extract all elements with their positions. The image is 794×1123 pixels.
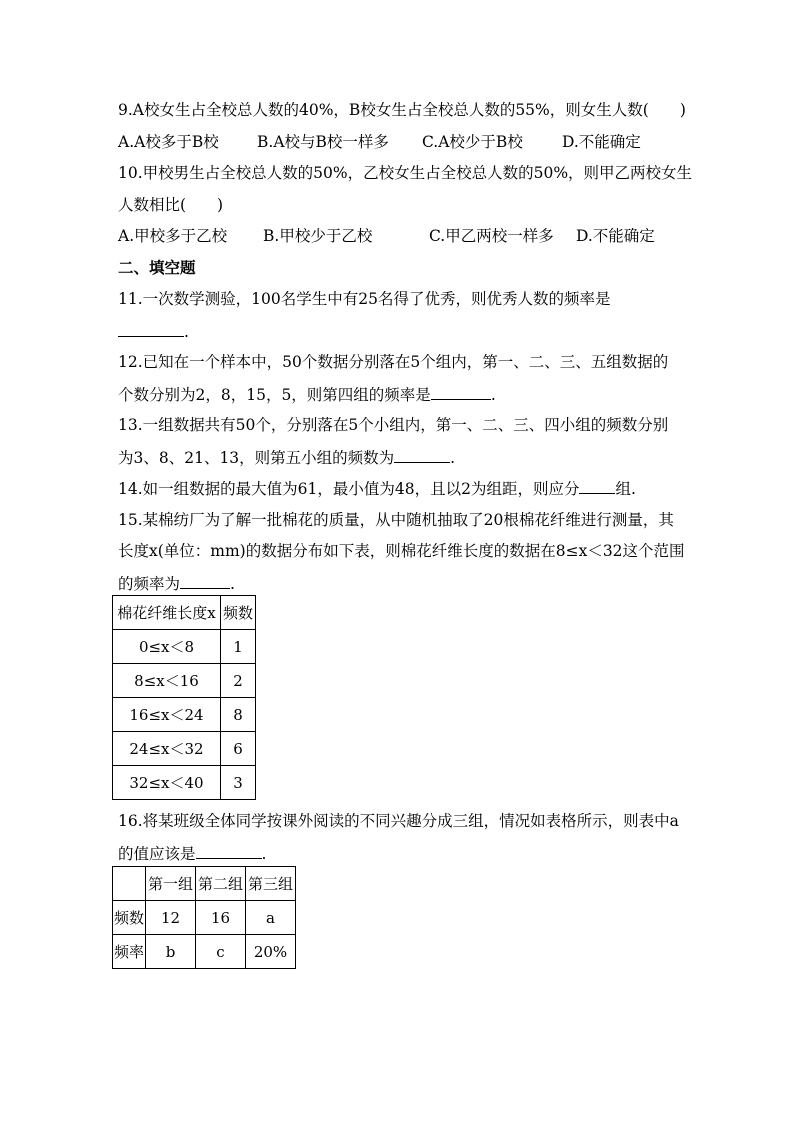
cotton-length-table	[112, 595, 256, 800]
q14-tail: 组.	[615, 480, 636, 498]
q10-options	[118, 226, 655, 246]
q11-line2	[118, 321, 189, 342]
q14-answer-blank[interactable]	[579, 478, 615, 494]
q15-answer-blank[interactable]	[180, 573, 230, 589]
table-cell: 频率	[113, 935, 146, 969]
table-cell: 8	[221, 698, 256, 732]
q12-answer-blank[interactable]	[431, 384, 491, 400]
q12-tail: .	[490, 386, 496, 404]
table-cell: 16	[196, 901, 246, 935]
q10-option-c: C.甲乙两校一样多	[429, 227, 554, 245]
table-row	[113, 664, 256, 698]
table-header-cell: 第二组	[196, 867, 246, 901]
q10-stem-line1: 10.甲校男生占全校总人数的50%，乙校女生占全校总人数的50%，则甲乙两校女生	[118, 164, 693, 182]
table-cell: a	[246, 901, 296, 935]
table-cell: 6	[221, 732, 256, 766]
q10-stem-line2: 人数相比( )	[118, 196, 224, 214]
interest-group-table	[112, 866, 296, 969]
table-cell: 32≤x＜40	[113, 766, 221, 800]
q13-tail: .	[450, 449, 456, 467]
q14-head: 14.如一组数据的最大值为61，最小值为48，且以2为组距，则应分	[118, 480, 580, 498]
q12-line1: 12.已知在一个样本中，50个数据分别落在5个组内，第一、二、三、五组数据的	[118, 353, 669, 371]
q15-tail: .	[230, 575, 235, 593]
table-header-row	[113, 867, 296, 901]
q14-line	[118, 478, 636, 499]
table-cell: 16≤x＜24	[113, 698, 221, 732]
table-header-cell: 棉花纤维长度x	[113, 596, 221, 630]
table-cell: 24≤x＜32	[113, 732, 221, 766]
q13-line1: 13.一组数据共有50个，分别落在5个小组内，第一、二、三、四小组的频数分别	[118, 416, 669, 434]
table-row	[113, 766, 256, 800]
q11-answer-blank[interactable]	[118, 321, 184, 337]
q11-line1: 11.一次数学测验，100名学生中有25名得了优秀，则优秀人数的频率是	[118, 290, 611, 308]
table-cell: c	[196, 935, 246, 969]
table-cell: 12	[146, 901, 196, 935]
table-cell: b	[146, 935, 196, 969]
q13-answer-blank[interactable]	[394, 447, 450, 463]
table-cell: 8≤x＜16	[113, 664, 221, 698]
table-cell: 频数	[113, 901, 146, 935]
table-cell: 20%	[246, 935, 296, 969]
q13-line2-head: 为3、8、21、13，则第五小组的频数为	[118, 449, 395, 467]
table-row	[113, 935, 296, 969]
q9-option-a: A.A校多于B校	[118, 133, 219, 151]
q9-option-c: C.A校少于B校	[422, 133, 523, 151]
q10-option-d: D.不能确定	[576, 227, 655, 245]
table-header-cell: 频数	[221, 596, 256, 630]
q16-answer-blank[interactable]	[196, 843, 262, 859]
table-cell: 3	[221, 766, 256, 800]
q15-line1: 15.某棉纺厂为了解一批棉花的质量，从中随机抽取了20根棉花纤维进行测量，其	[118, 511, 674, 529]
table-header-cell	[113, 867, 146, 901]
table-cell: 2	[221, 664, 256, 698]
q9-options	[118, 132, 641, 152]
q15-line3	[118, 573, 235, 594]
q13-line2	[118, 447, 455, 468]
q16-line2	[118, 843, 266, 864]
table-header-cell: 第一组	[146, 867, 196, 901]
q16-tail: .	[261, 845, 267, 863]
q9-option-b: B.A校与B校一样多	[257, 133, 389, 151]
q9-stem: 9.A校女生占全校总人数的40%，B校女生占全校总人数的55%，则女生人数( )	[118, 101, 686, 119]
table-header-cell: 第三组	[246, 867, 296, 901]
q16-line1: 16.将某班级全体同学按课外阅读的不同兴趣分成三组，情况如表格所示，则表中a	[118, 812, 679, 830]
q12-line2-head: 个数分别为2，8，15，5，则第四组的频率是	[118, 386, 431, 404]
q12-line2	[118, 384, 496, 405]
q15-line3-head: 的频率为	[118, 575, 181, 593]
q15-line2: 长度x(单位：mm)的数据分布如下表，则棉花纤维长度的数据在8≤x＜32这个范围	[118, 542, 685, 560]
q10-option-a: A.甲校多于乙校	[118, 227, 228, 245]
table-row	[113, 901, 296, 935]
table-row	[113, 630, 256, 664]
q11-tail: .	[184, 323, 189, 341]
q16-line2-head: 的值应该是	[118, 845, 196, 863]
table-cell: 0≤x＜8	[113, 630, 221, 664]
q10-option-b: B.甲校少于乙校	[263, 227, 373, 245]
section-heading: 二、填空题	[118, 258, 196, 277]
q9-option-d: D.不能确定	[562, 133, 641, 151]
table-header-row	[113, 596, 256, 630]
table-row	[113, 698, 256, 732]
table-row	[113, 732, 256, 766]
table-cell: 1	[221, 630, 256, 664]
